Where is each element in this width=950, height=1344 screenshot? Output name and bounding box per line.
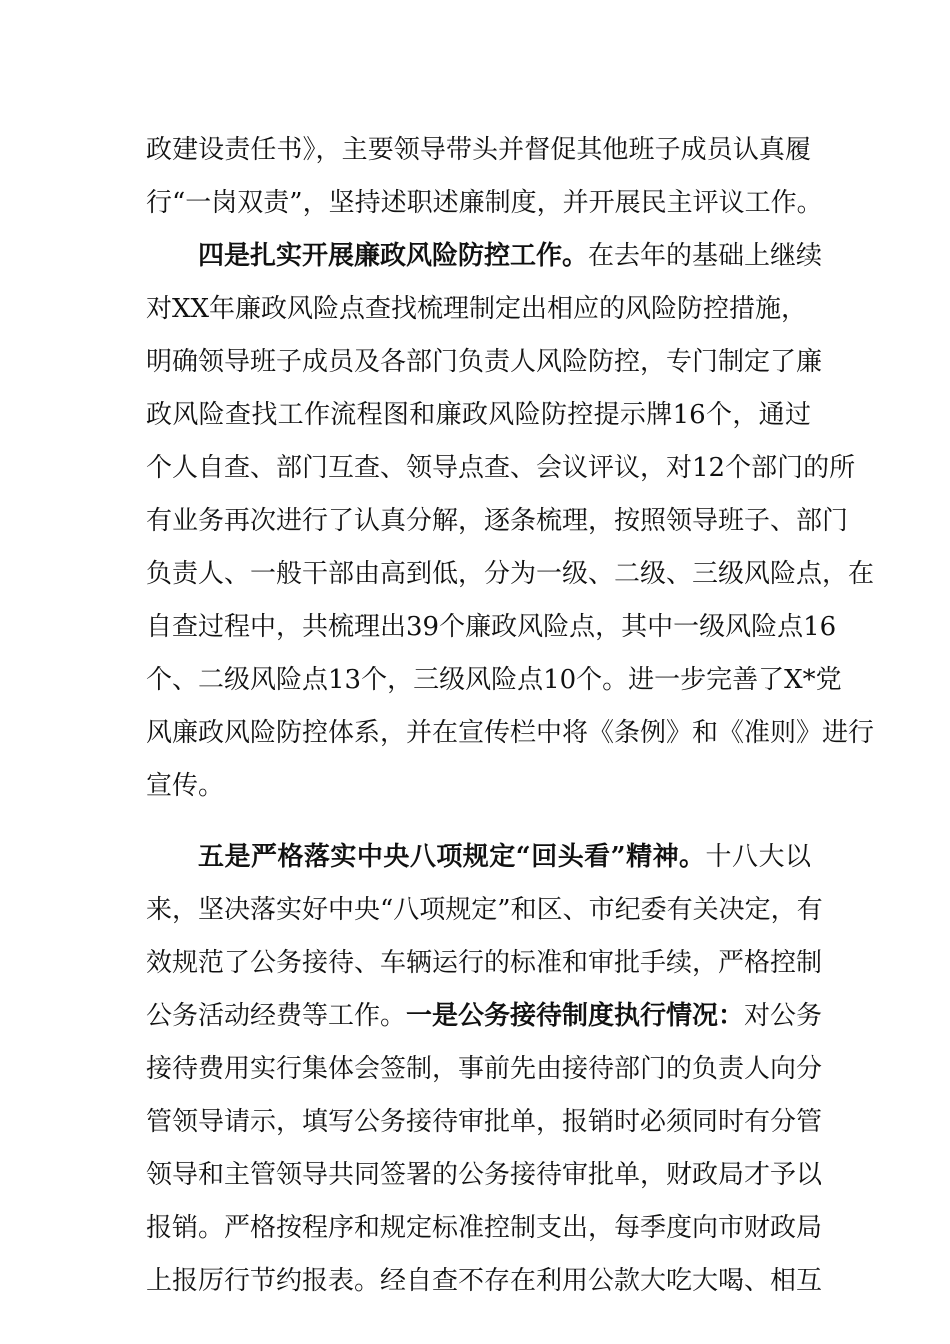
paragraph-gap <box>146 813 811 831</box>
text-span: 十八大以 <box>705 842 811 872</box>
text-line: 负责人、一般干部由高到低，分为一级、二级、三级风险点，在 <box>146 559 875 589</box>
paragraph-heading: 五是严格落实中央八项规定“回头看”精神。 <box>198 842 706 872</box>
text-line: 上报厉行节约报表。经自查不存在利用公款大吃大喝、相互 <box>146 1266 823 1296</box>
text-line: 自查过程中，共梳理出39个廉政风险点，其中一级风险点16 <box>146 612 837 642</box>
text-line: 效规范了公务接待、车辆运行的标准和审批手续，严格控制 <box>146 948 823 978</box>
text-span: 对公务 <box>744 1001 823 1031</box>
text-span: 公务活动经费等工作。 <box>146 1001 407 1031</box>
text-line: 管领导请示，填写公务接待审批单，报销时必须同时有分管 <box>146 1107 823 1137</box>
paragraph-2 <box>146 230 875 813</box>
text-line: 宣传。 <box>146 771 225 801</box>
paragraph-heading: 四是扎实开展廉政风险防控工作。 <box>198 241 589 271</box>
text-line: 明确领导班子成员及各部门负责人风险防控，专门制定了廉 <box>146 347 823 377</box>
text-line: 行“一岗双责”，坚持述职述廉制度，并开展民主评议工作。 <box>146 188 823 218</box>
text-line: 对XX年廉政风险点查找梳理制定出相应的风险防控措施， <box>146 294 808 324</box>
text-line <box>146 990 823 1043</box>
sub-heading: 一是公务接待制度执行情况： <box>406 1001 745 1031</box>
text-line: 个、二级风险点13个，三级风险点10个。进一步完善了X*党 <box>146 665 842 695</box>
text-line: 接待费用实行集体会签制，事前先由接待部门的负责人向分 <box>146 1054 823 1084</box>
text-line: 风廉政风险防控体系，并在宣传栏中将《条例》和《准则》进行 <box>146 718 875 748</box>
paragraph-3 <box>146 831 823 1308</box>
text-line: 政风险查找工作流程图和廉政风险防控提示牌16个，通过 <box>146 400 811 430</box>
text-line <box>146 831 811 884</box>
text-line: 个人自查、部门互查、领导点查、会议评议，对12个部门的所 <box>146 453 856 483</box>
text-span: 在去年的基础上继续 <box>588 241 823 271</box>
paragraph-1 <box>146 124 823 230</box>
text-line: 报销。严格按程序和规定标准控制支出，每季度向市财政局 <box>146 1213 823 1243</box>
text-line <box>146 230 823 283</box>
text-line: 来，坚决落实好中央“八项规定”和区、市纪委有关决定，有 <box>146 895 823 925</box>
text-line: 领导和主管领导共同签署的公务接待审批单，财政局才予以 <box>146 1160 823 1190</box>
text-line: 有业务再次进行了认真分解，逐条梳理，按照领导班子、部门 <box>146 506 849 536</box>
document-body <box>146 124 875 1308</box>
text-line: 政建设责任书》，主要领导带头并督促其他班子成员认真履 <box>146 135 811 165</box>
